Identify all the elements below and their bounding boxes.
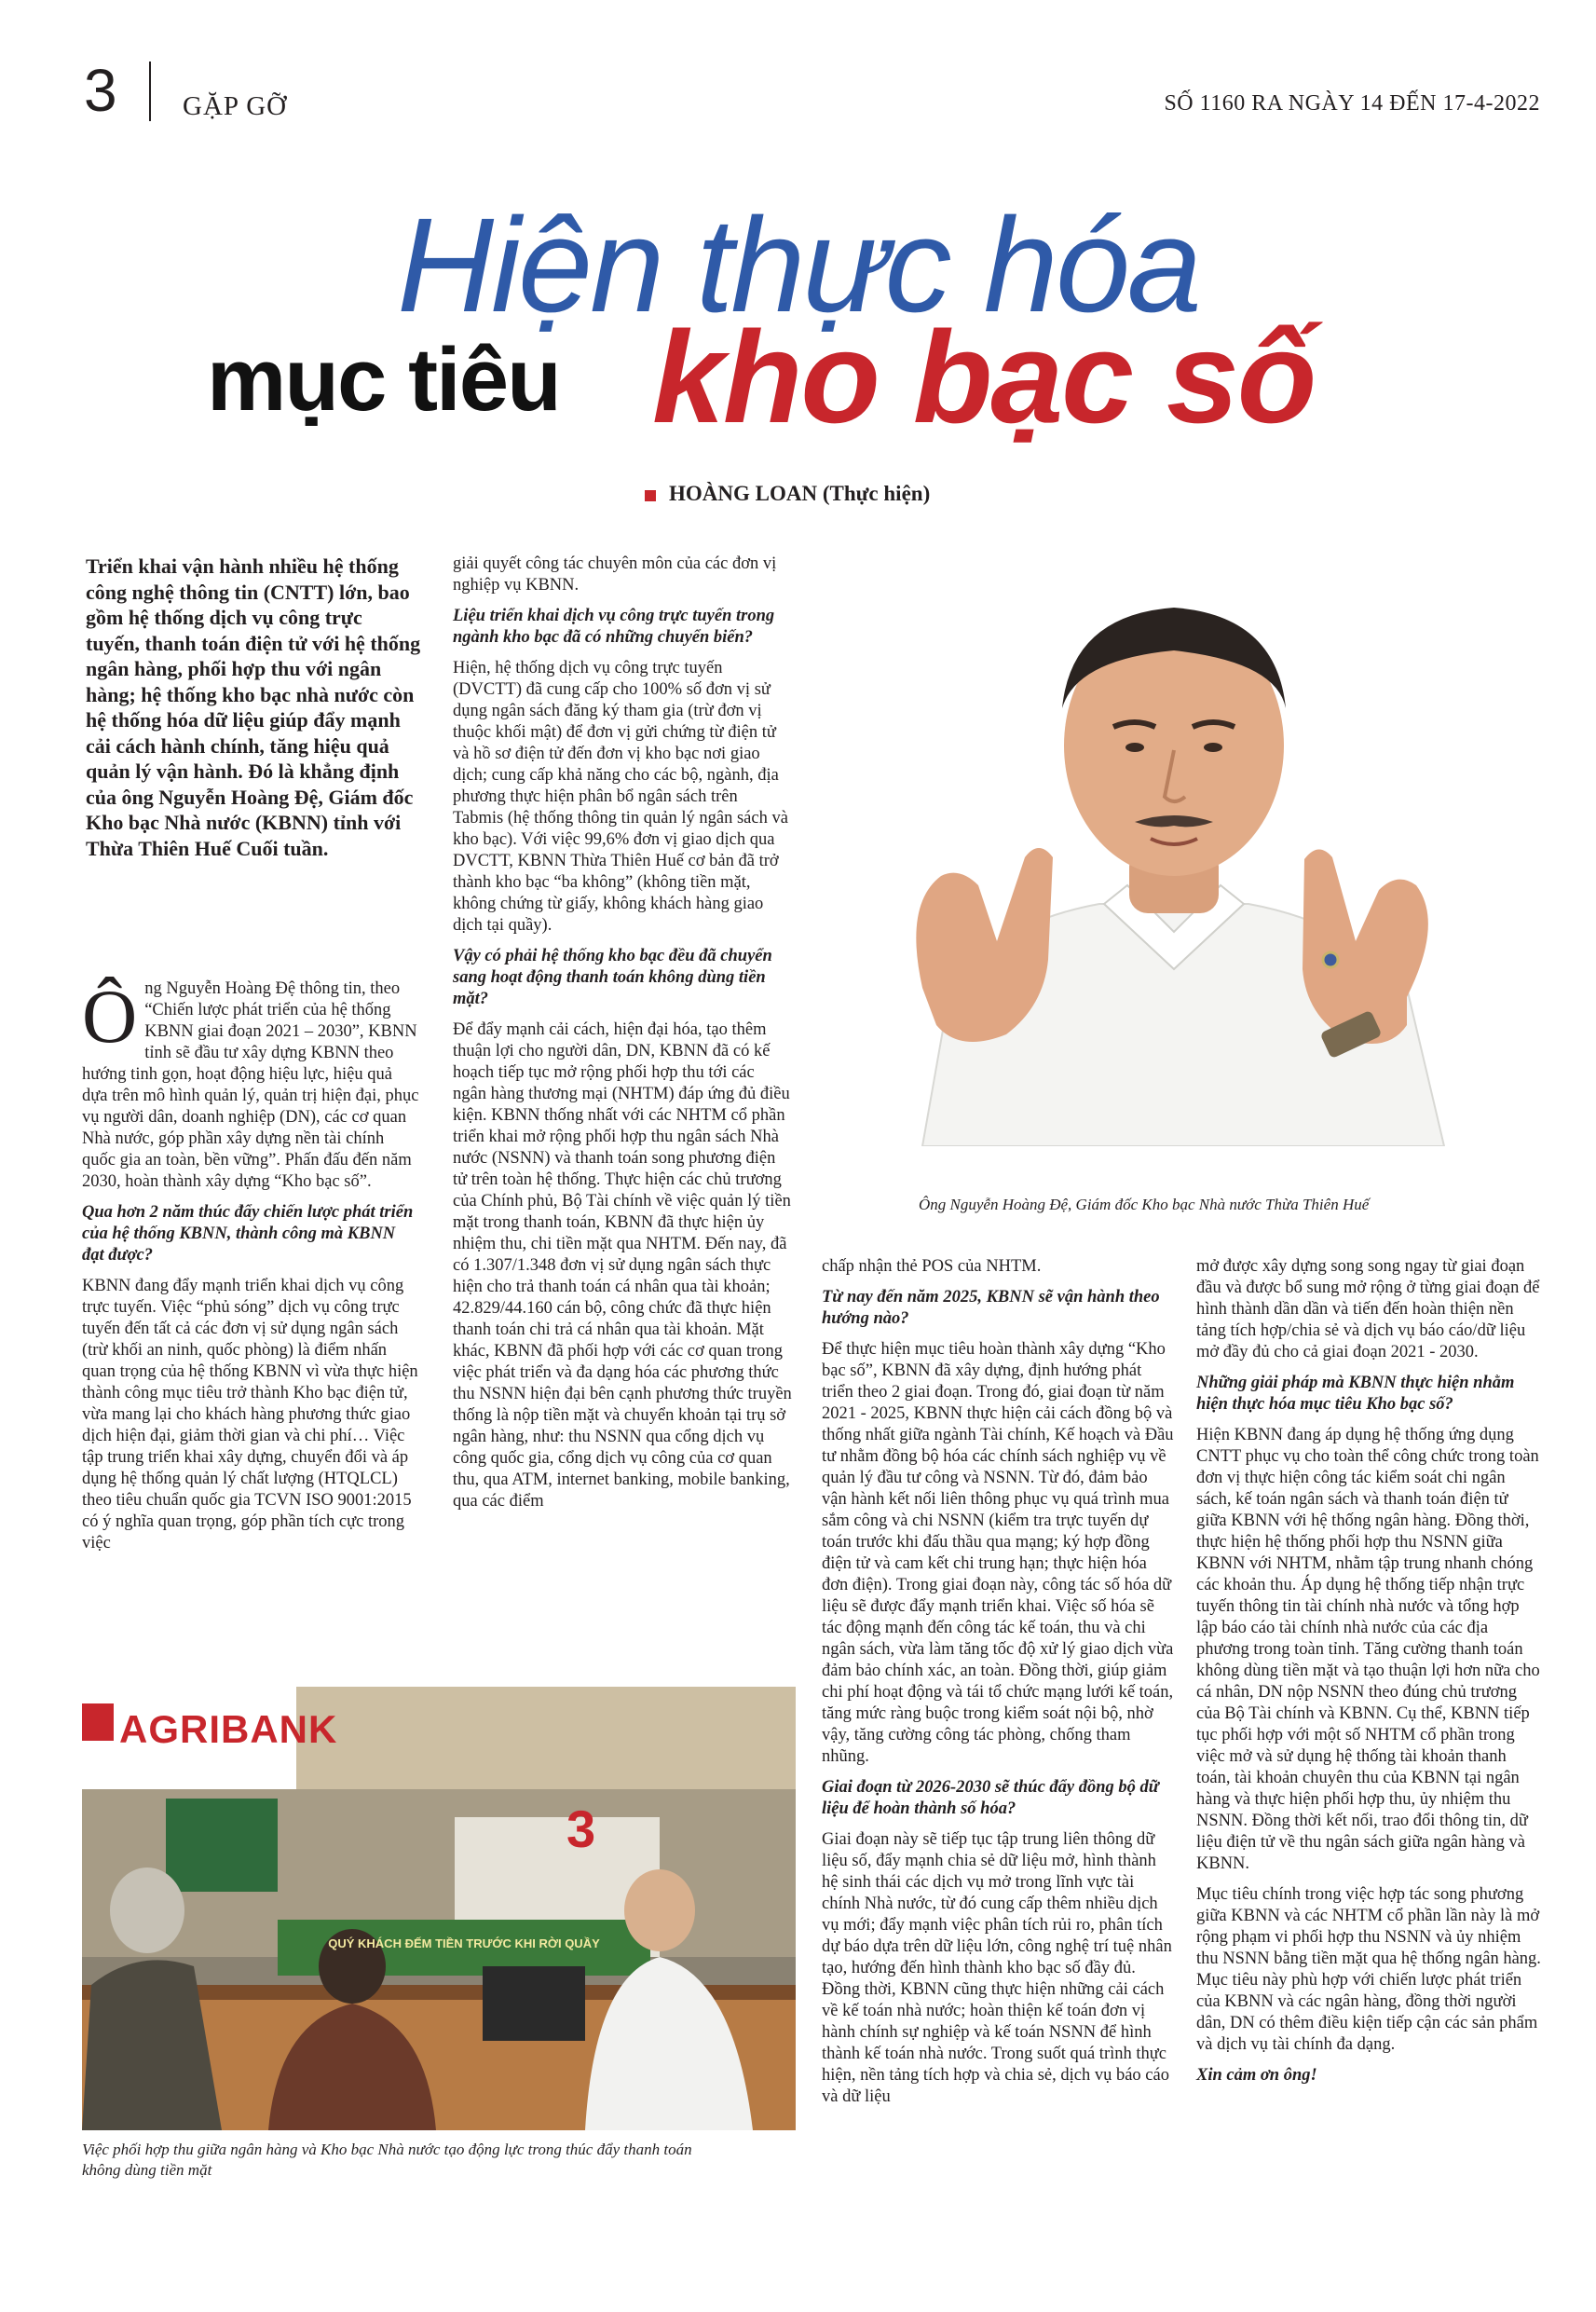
- interview-question: Liệu triển khai dịch vụ công trực tuyến trong ngành kho bạc đã có những chuyển biến?: [453, 607, 775, 647]
- headline-line2a: mục tiêu: [207, 330, 560, 430]
- counter-number: 3: [566, 1799, 596, 1858]
- lead-paragraph: Triển khai vận hành nhiều hệ thống công nghệ thông tin (CNTT) lớn, bao gồm hệ thống dịch vụ công trực tuyến, thanh toán điện tử với hệ thống ngân hàng, phối hợp thu với ngân hàng; hệ thống kho bạc nhà nước còn hệ thống hóa dữ liệu giúp đẩy mạnh cải cách hành chính, tăng hiệu quả quản lý vận hành. Đó là khẳng định của ông Nguyễn Hoàng Đệ, Giám đốc Kho bạc Nhà nước (KBNN) tỉnh với Thừa Thiên Huế Cuối tuần.: [86, 554, 421, 860]
- interview-question: Giai đoạn từ 2026-2030 sẽ thúc đẩy đồng bộ dữ liệu để hoàn thành số hóa?: [822, 1778, 1159, 1818]
- paragraph: Để đẩy mạnh cải cách, hiện đại hóa, tạo thêm thuận lợi cho người dân, DN, KBNN đã có kế hoạch tiếp tục mở rộng phối hợp thu tới các ngân hàng thương mại (NHTM) đáp ứng đủ điều kiện. KBNN thống nhất với các NHTM cổ phần triển khai mở rộng phối hợp thu ngân sách Nhà nước (NSNN) và thanh toán song phương điện tử trên toàn hệ thống. Thực hiện các chủ trương của Chính phủ, Bộ Tài chính về việc quản lý tiền mặt trong thanh toán, KBNN đã thực hiện ủy nhiệm thu, chi tiền mặt qua NHTM. Đến nay, đã có 1.307/1.348 đơn vị sử dụng ngân sách thực hiện cho trả thanh toán cá nhân qua tài khoản; 42.829/44.160 cán bộ, công chức đã thực hiện thanh toán chi trả cá nhân qua tài khoản. Mặt khác, KBNN đã phối hợp với các cơ quan trong việc phát triển và đa dạng hóa các phương thức thu NSNN hiện đại bên cạnh phương thức truyền thống là nộp tiền mặt và chuyển khoản tại trụ sở ngân hàng, như: thu NSNN qua cổng dịch vụ công quốc gia, cổng dịch vụ công của cơ quan thu, qua ATM, internet banking, mobile banking, qua các điểm: [453, 1020, 792, 1511]
- page-number: 3: [84, 57, 117, 124]
- headline-line1: Hiện thực hóa: [397, 190, 1199, 340]
- bank-photo-caption: Việc phối hợp thu giữa ngân hàng và Kho bạc Nhà nước tạo động lực trong thúc đẩy thanh toán không dùng tiền mặt: [82, 2141, 692, 2179]
- paragraph: chấp nhận thẻ POS của NHTM.: [822, 1257, 1042, 1276]
- agribank-sign: AGRIBANK: [119, 1707, 338, 1751]
- article-column-2: [453, 554, 792, 1522]
- paragraph: Để thực hiện mục tiêu hoàn thành xây dựng “Kho bạc số”, KBNN đã xây dựng, định hướng phát triển theo 2 giai đoạn. Trong đó, giai đoạn từ năm 2021 - 2025, KBNN thực hiện cải cách đồng bộ và thống nhất giữa ngành Tài chính, Kế hoạch và Đầu tư nhằm đồng bộ hóa các chính sách nghiệp vụ về quản lý đầu tư công và NSNN. Từ đó, đảm bảo vận hành kết nối liên thông phục vụ quá trình mua sắm công và chi NSNN (kiểm tra trực tuyến dự toán trước khi đấu thầu qua mạng; ký hợp đồng điện tử và cam kết chi trung hạn; thực hiện hóa đơn điện). Trong giai đoạn này, công tác số hóa dữ liệu sẽ được đẩy mạnh triển khai. Việc số hóa sẽ tác động mạnh đến công tác kế toán, thu và chi ngân sách, vừa làm tăng tốc độ xử lý giao dịch vừa đảm bảo chính xác, an toàn. Đồng thời, giúp giảm chi phí hoạt động và tái tổ chức mạng lưới kế toán, tăng mức ràng buộc trong kiểm soát nội bộ, nhờ vậy, tăng cường công tác phòng, chống tham nhũng.: [822, 1340, 1174, 1766]
- interview-question: Vậy có phải hệ thống kho bạc đều đã chuyển sang hoạt động thanh toán không dùng tiền mặt?: [453, 947, 772, 1008]
- portrait-illustration: [885, 550, 1463, 1146]
- article-column-3: [822, 1256, 1176, 2117]
- drop-cap: Ô: [82, 974, 138, 1059]
- paragraph: Mục tiêu chính trong việc hợp tác song phương giữa KBNN và các NHTM cổ phần lần này là mở rộng phạm vi phối hợp thu NSNN và ủy nhiệm thu NSNN bằng tiền mặt qua hệ thống ngân hàng. Mục tiêu này phù hợp với chiến lược phát triển của KBNN và các ngân hàng, đồng thời người dân, DN có thêm điều kiện tiếp cận các sản phẩm và dịch vụ tài chính đa dạng.: [1196, 1885, 1541, 2054]
- paragraph: ng Nguyễn Hoàng Đệ thông tin, theo “Chiến lược phát triển của hệ thống KBNN giai đoạn 2021 – 2030”, KBNN tỉnh sẽ đầu tư xây dựng KBNN theo hướng tinh gọn, hoạt động hiệu lực, hiệu quả dựa trên mô hình quản lý, quản trị hiện đại, phục vụ người dân, doanh nghiệp (DN), các cơ quan Nhà nước, góp phần xây dựng nền tài chính quốc gia an toàn, bền vững”. Phấn đấu đến năm 2030, hoàn thành xây dựng “Kho bạc số”.: [82, 979, 419, 1191]
- byline-text: HOÀNG LOAN (Thực hiện): [669, 482, 931, 505]
- byline-square-icon: [645, 490, 656, 501]
- interview-question: Qua hơn 2 năm thúc đẩy chiến lược phát triển của hệ thống KBNN, thành công mà KBNN đạt được?: [82, 1203, 414, 1265]
- headline-line2b: kho bạc số: [652, 304, 1316, 450]
- bank-scene-illustration: [82, 1687, 796, 2130]
- article-column-1: [82, 974, 419, 1564]
- counter-banner: QUÝ KHÁCH ĐẾM TIỀN TRƯỚC KHI RỜI QUẦY: [328, 1936, 600, 1950]
- paragraph: Giai đoạn này sẽ tiếp tục tập trung liên thông dữ liệu số, đẩy mạnh chia sẻ dữ liệu mở, hình thành hệ sinh thái các dịch vụ mở trong lĩnh vực tài chính Nhà nước, từ đó cung cấp thêm nhiều dịch vụ mới; đẩy mạnh việc phân tích rủi ro, phân tích dự báo dựa trên dữ liệu lớn, công nghệ trí tuệ nhân tạo, hướng đến hình thành kho bạc số đầy đủ. Đồng thời, KBNN cũng thực hiện những cải cách về kế toán nhà nước; hoàn thiện kế toán đơn vị hành chính sự nghiệp và kế toán NSNN để hình thành kế toán nhà nước. Trong suốt quá trình thực hiện, nền tảng tích hợp và chia sẻ, dịch vụ báo cáo và dữ liệu: [822, 1830, 1172, 2106]
- portrait-caption: Ông Nguyễn Hoàng Đệ, Giám đốc Kho bạc Nhà nước Thừa Thiên Huế: [919, 1196, 1370, 1213]
- interview-question: Những giải pháp mà KBNN thực hiện nhằm hiện thực hóa mục tiêu Kho bạc số?: [1196, 1374, 1515, 1414]
- section-name: GẶP GỠ: [183, 91, 288, 121]
- issue-info: SỐ 1160 RA NGÀY 14 ĐẾN 17-4-2022: [1164, 91, 1540, 116]
- paragraph: Hiện KBNN đang áp dụng hệ thống ứng dụng CNTT phục vụ cho toàn thể công chức trong toàn đơn vị thực hiện công tác kiểm soát chi ngân sách, kế toán ngân sách và thanh toán điện tử giữa KBNN với hệ thống ngân hàng. Đồng thời, thực hiện hệ thống phối hợp thu NSNN giữa KBNN với NHTM, nhằm tập trung nhanh chóng các khoản thu. Áp dụng hệ thống tiếp nhận trực tuyến thông tin tài chính nhà nước và tổng hợp lập báo cáo tài chính nhà nước của các địa phương trong toàn tỉnh. Tăng cường thanh toán không dùng tiền mặt và tạo thuận lợi hơn nữa cho cá nhân, DN nộp NSNN theo đúng chủ trương của Bộ Tài chính và KBNN. Cụ thể, KBNN tiếp tục phối hợp với một số NHTM cổ phần trong việc mở và sử dụng hệ thống tài khoản thanh toán, tài khoản chuyên thu của KBNN tại ngân hàng và thực hiện phối hợp thu, ủy nhiệm thu NSNN. Đồng thời kết nối, trao đổi thông tin, dữ liệu điện tử về thu ngân sách giữa ngân hàng và KBNN.: [1196, 1426, 1540, 1873]
- byline: [645, 482, 930, 506]
- interview-question: Từ nay đến năm 2025, KBNN sẽ vận hành theo hướng nào?: [822, 1288, 1160, 1328]
- article-column-4: [1196, 1256, 1541, 2096]
- paragraph: KBNN đang đẩy mạnh triển khai dịch vụ công trực tuyến. Việc “phủ sóng” dịch vụ công trực tuyến đến tất cả các đơn vị sử dụng ngân sách (trừ khối an ninh, quốc phòng) là điểm nhấn quan trọng của hệ thống KBNN vì vừa thực hiện thành công mục tiêu trở thành Kho bạc điện tử, vừa mang lại cho khách hàng phương thức giao dịch hiện đại, giảm thời gian và chi phí… Việc tập trung triển khai xây dựng, chuyển đổi và áp dụng hệ thống quản lý chất lượng (HTQLCL) theo tiêu chuẩn quốc gia TCVN ISO 9001:2015 có ý nghĩa quan trọng, góp phần tích cực trong việc: [82, 1277, 418, 1553]
- bank-counter-photo: [82, 1687, 796, 2130]
- header-divider: [149, 62, 151, 121]
- portrait-photo: [885, 550, 1463, 1146]
- paragraph: Hiện, hệ thống dịch vụ công trực tuyến (DVCTT) đã cung cấp cho 100% số đơn vị sử dụng ngân sách đăng ký tham gia (trừ đơn vị thuộc khối mật) để đơn vị gửi chứng từ điện tử và hồ sơ điện tử đến đơn vị kho bạc nơi giao dịch; cung cấp khả năng cho các bộ, ngành, địa phương thực hiện phân bổ ngân sách trên Tabmis (hệ thống thông tin quản lý ngân sách và kho bạc). Với việc 99,6% đơn vị giao dịch qua DVCTT, KBNN Thừa Thiên Huế cơ bản đã trở thành kho bạc “ba không” (không tiền mặt, không chứng từ giấy, không khách hàng giao dịch tại quầy).: [453, 659, 788, 935]
- closing-line: Xin cảm ơn ông!: [1196, 2066, 1317, 2085]
- paragraph: mở được xây dựng song song ngay từ giai đoạn đầu và được bổ sung mở rộng ở từng giai đoạn để hình thành dần dần và tiến đến hoàn thiện nền tảng tích hợp/chia sẻ và dịch vụ báo cáo/dữ liệu mở đầy đủ cho cả giai đoạn 2021 - 2030.: [1196, 1257, 1540, 1361]
- paragraph: giải quyết công tác chuyên môn của các đơn vị nghiệp vụ KBNN.: [453, 554, 777, 595]
